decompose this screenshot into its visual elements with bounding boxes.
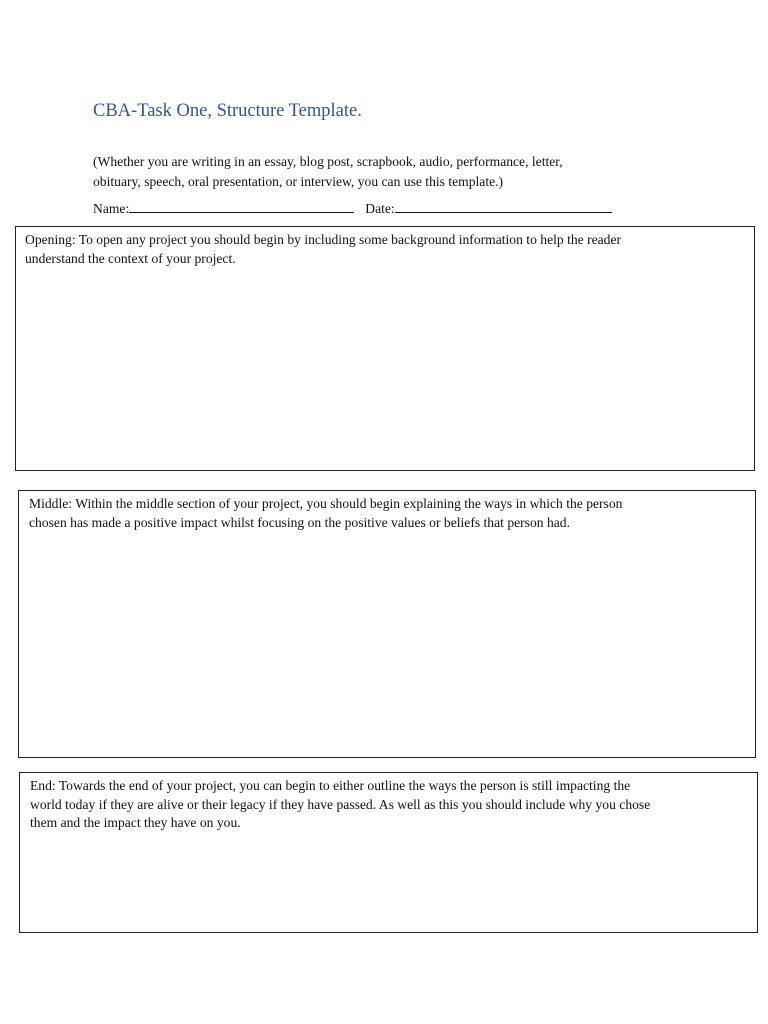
end-text-line: End: Towards the end of your project, you can begin to either outline the ways the person is still impacting the [30,778,631,793]
date-label: Date: [365,201,395,216]
intro-line: (Whether you are writing in an essay, blog post, scrapbook, audio, performance, letter, [93,154,563,169]
opening-section-box[interactable] [15,226,755,471]
opening-text-line: understand the context of your project. [25,250,236,266]
opening-text-line: Opening: To open any project you should begin by including some background information to help the reader [25,232,622,247]
intro-line: obituary, speech, oral presentation, or interview, you can use this template.) [93,174,504,189]
end-section-box[interactable] [19,772,758,933]
middle-text-line: chosen has made a positive impact whilst focusing on the positive values or beliefs that person had. [29,514,570,530]
end-text-line: world today if they are alive or their legacy if they have passed. As well as this you should include why you chose [30,796,651,812]
name-date-fields [93,200,612,218]
middle-text-line: Middle: Within the middle section of your project, you should begin explaining the ways in which the person [29,496,623,511]
intro-paragraph [93,152,693,192]
document-title: CBA-Task One, Structure Template. [93,101,362,121]
name-field[interactable] [129,200,354,213]
name-label: Name: [93,201,130,216]
date-field[interactable] [395,200,612,213]
middle-section-box[interactable] [18,490,756,758]
end-text-line: them and the impact they have on you. [30,815,241,830]
